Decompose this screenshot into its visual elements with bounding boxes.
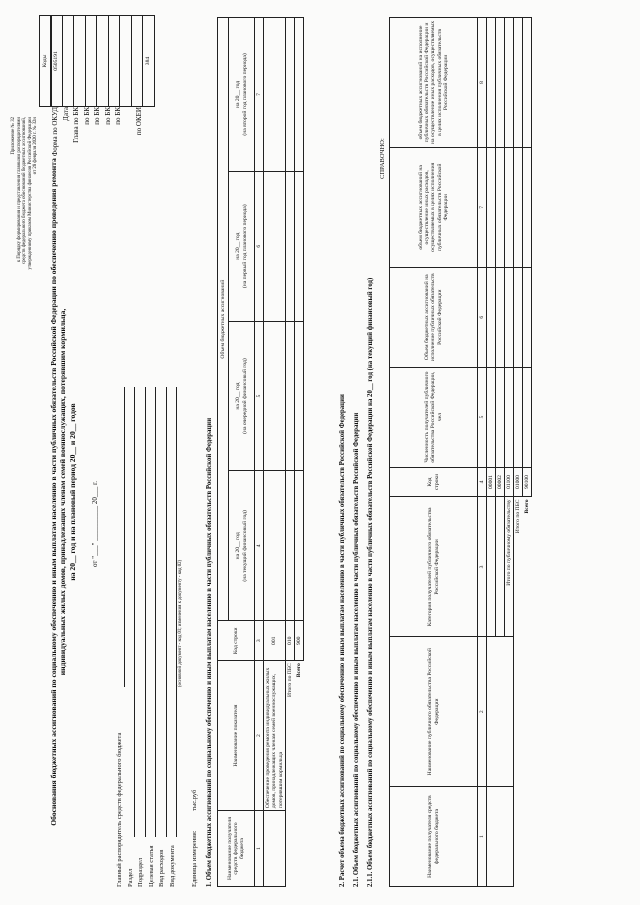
unit-label: Единица измерения:: [191, 830, 198, 887]
s2-col-recipient: Наименование получателя средств федерального бюджета: [390, 787, 478, 887]
req-line-razdel: [134, 387, 135, 837]
s2-itogo-obl-ref2: [505, 18, 514, 148]
req-vid-dokumenta: Вид документа: [168, 845, 176, 887]
s2-vsego-volume: [523, 267, 532, 367]
req-line-podrazdel: [145, 387, 146, 837]
s1-row1-y4: [264, 18, 286, 172]
s2-row1-category: [487, 497, 496, 637]
s1-vsego-y2: [295, 321, 304, 471]
req-celevaya: Целевая статья: [147, 845, 155, 887]
s1-row1-y3: [264, 171, 286, 321]
section1-table: [217, 17, 304, 887]
s1-col-y1: на 20__ год (на текущий финансовый год): [229, 471, 255, 621]
s2-itogo-pbs-code: 01000: [514, 467, 523, 497]
s2-num-7: 7: [478, 147, 487, 267]
s2-itogo-pbs-ref1: [514, 147, 523, 267]
s2-itogo-obl-ref1: [505, 147, 514, 267]
s2-itogo-pbs-count: [514, 367, 523, 467]
s2-row2-category: [496, 497, 505, 637]
s1-row1-y2: [264, 321, 286, 471]
code-label-bk4: по БК: [114, 107, 122, 125]
code-value-bk4: [120, 16, 132, 107]
s2-row-recipient: [487, 787, 514, 887]
s1-vsego-y3: [295, 171, 304, 321]
code-label-blank: [124, 107, 135, 207]
s2-col-volume: Объем бюджетных ассигнований на исполнение публичных обязательств Российской Федерации: [390, 267, 478, 367]
s1-row1-recipient: [264, 811, 286, 887]
s1-itogo-y4: [286, 18, 295, 172]
s2-itogo-obl-code: 01100: [505, 467, 514, 497]
rotated-form-page: [3, 7, 638, 897]
s2-num-6: 6: [478, 267, 487, 367]
code-label-glava: Глава по БК: [72, 107, 80, 143]
s2-row1-count: [487, 367, 496, 467]
codes-labels: [50, 107, 145, 207]
code-label-bk1: по БК: [82, 107, 91, 125]
s2-num-2: 2: [478, 637, 487, 787]
s1-vsego-label: Всего: [295, 663, 302, 678]
s2-row1-ref1: [487, 147, 496, 267]
s1-row1-code: 001: [264, 621, 286, 661]
code-label-date: Дата: [61, 107, 70, 121]
s2-row1-code: 00001: [487, 467, 496, 497]
s2-row2-ref2: [496, 18, 505, 148]
code-value-bk2: [97, 16, 109, 107]
form-date-line: от "___" __________ 20___ г.: [91, 480, 99, 567]
s2-col-ref2: объем бюджетных ассигнований на исполнение публичных обязательств Российской Федерации и на осуществление иных расходов, осуществляемых в целях исполнения публичных обязательств Российской Федерации: [390, 18, 478, 148]
req-grbs: Главный распорядитель средств федерального бюджета: [116, 732, 123, 887]
doc-type-hint: (основной документ - код 01; изменения к документу - код 02): [178, 559, 183, 687]
s1-num-3: 3: [255, 621, 264, 661]
s1-col-y2: на 20__ год (на очередной финансовый год): [229, 321, 255, 471]
s1-row1-text: Обеспечение проведения ремонта индивидуальных жилых домов, принадлежащих членам семей военнослужащих, потерявшим кормильца: [264, 661, 286, 811]
code-label-okei: по ОКЕИ: [135, 107, 143, 136]
s2-num-4: 4: [478, 467, 487, 497]
s1-itogo-y2: [286, 321, 295, 471]
s2-row2-ref1: [496, 147, 505, 267]
s1-num-4: 4: [255, 471, 264, 621]
req-vid-rashodov: Вид расходов: [158, 849, 165, 887]
s2-vsego-count: [523, 367, 532, 467]
s2-col-obligation: Наименование публичного обязательства Российской Федерации: [390, 637, 478, 787]
s2-num-3: 3: [478, 497, 487, 637]
s2-row2-code: 00002: [496, 467, 505, 497]
s2-itogo-obl-count: [505, 367, 514, 467]
req-line-vid-dokumenta: [176, 387, 177, 837]
s2-row1-volume: [487, 267, 496, 367]
s1-itogo-y1: [286, 471, 295, 621]
code-value-date: [62, 16, 74, 107]
code-value-okei: 384: [143, 16, 155, 107]
form-title: Обоснования бюджетных ассигнований по социальному обеспечению и иным выплатам населению в части публичных обязательств Российской Федерации по обеспечению проведения ремонта индивидуальных жилых домов, принадлежащих членам семей военнослужащих, потерявшим кормильца, на 20__ год и на плановый период 20__ и 20__ годов: [49, 158, 77, 826]
s1-num-6: 6: [255, 171, 264, 321]
s1-row1-y1: [264, 471, 286, 621]
s2-col-count: Численность получателей публичного обязательства Российской Федерации, чел: [390, 367, 478, 467]
s1-col-code: Код строки: [218, 621, 255, 661]
s2-vsego-ref2: [523, 18, 532, 148]
req-line-celevaya: [155, 387, 156, 837]
s1-col-recipient: Наименование получателя средств федерального бюджета: [218, 811, 255, 887]
s2-row2-count: [496, 367, 505, 467]
s1-col-name: Наименование показателя: [218, 661, 255, 811]
s1-col-group: Объем бюджетных ассигнований: [218, 18, 229, 621]
code-value-glava: [74, 16, 86, 107]
section2-subsub: 2.1.1. Объем бюджетных ассигнований по социальному обеспечению и иным выплатам населению в части публичных обязательств Российской Федерации на 20__ год (на текущий финансовый год): [367, 277, 374, 887]
s2-num-1: 1: [478, 787, 487, 887]
s2-col-category: Категория получателей публичного обязательства Российской Федерации: [390, 497, 478, 637]
section1-title: 1. Объем бюджетных ассигнований по социальному обеспечению и иным выплатам населению в части публичных обязательств Российской Федерации: [206, 417, 213, 887]
s2-itogo-pbs-volume: [514, 267, 523, 367]
s1-num-1: 1: [255, 811, 264, 887]
section2-title: 2. Расчет объема бюджетных ассигнований по социальному обеспечению и иным выплатам населению в части публичных обязательств Российской Федерации: [339, 394, 346, 887]
s2-vsego-code: 90100: [523, 467, 532, 497]
code-value-okud: 0505191: [51, 16, 63, 107]
req-line-grbs: [124, 387, 125, 687]
s2-itogo-obl-volume: [505, 267, 514, 367]
s2-num-5: 5: [478, 367, 487, 467]
s1-itogo-code: 010: [286, 621, 295, 661]
s2-itogo-pbs-label: Итого по ПБС: [515, 499, 522, 534]
section2-table: [389, 17, 532, 887]
unit-value: тыс.руб: [191, 789, 198, 811]
s2-itogo-pbs-ref2: [514, 18, 523, 148]
s1-itogo-y3: [286, 171, 295, 321]
s1-col-y3: на 20__ год (на первый год планового периода): [229, 171, 255, 321]
code-value-blank: [131, 16, 143, 107]
s2-row-obligation: [487, 637, 514, 787]
code-label-bk2: по БК: [93, 107, 101, 125]
s2-vsego-ref1: [523, 147, 532, 267]
s1-vsego-y4: [295, 18, 304, 172]
section2-sub: 2.1. Объем бюджетных ассигнований по социальному обеспечению и иным выплатам населению в части публичных обязательств Российской Федерации: [353, 412, 360, 887]
s2-vsego-label: Всего: [523, 499, 530, 514]
s2-col-ref1: объем бюджетных ассигнований на осуществление иных расходов, осуществляемых в целях исполнения публичных обязательств Российской Федерации: [390, 147, 478, 267]
code-label-bk3: по БК: [103, 107, 112, 125]
s2-row2-volume: [496, 267, 505, 367]
reference-label: СПРАВОЧНО:: [379, 138, 386, 179]
s1-col-y4: на 20__ год (на второй год планового периода): [229, 18, 255, 172]
s1-num-7: 7: [255, 18, 264, 172]
req-line-vid-rashodov: [166, 387, 167, 837]
req-razdel: Раздел: [126, 868, 134, 887]
s1-num-2: 2: [255, 661, 264, 811]
code-value-bk1: [85, 16, 97, 107]
code-value-bk3: [108, 16, 120, 107]
code-label-okud: Форма по ОКУД: [51, 107, 59, 157]
req-podrazdel: Подраздел: [137, 857, 144, 887]
s2-col-code: Код строки: [390, 467, 478, 497]
codes-values: [50, 15, 155, 107]
appendix-note: Приложение № 32 к Порядку формирования и представления главными распорядителями средств федерального бюджета обоснований бюджетных ассигнований, утвержденному приказом Министерства финансов Российской Федерации от 28 февраля 2020 г. № 32н: [11, 117, 39, 270]
s2-row1-ref2: [487, 18, 496, 148]
s2-itogo-obl-label: Итого по публичному обязательству: [505, 497, 514, 637]
s1-vsego-y1: [295, 471, 304, 621]
s1-vsego-code: 900: [295, 621, 304, 661]
codes-header: Коды: [40, 16, 52, 107]
s1-num-5: 5: [255, 321, 264, 471]
s2-num-8: 8: [478, 18, 487, 148]
s1-itogo-label: Итого по ПБС: [287, 663, 294, 697]
